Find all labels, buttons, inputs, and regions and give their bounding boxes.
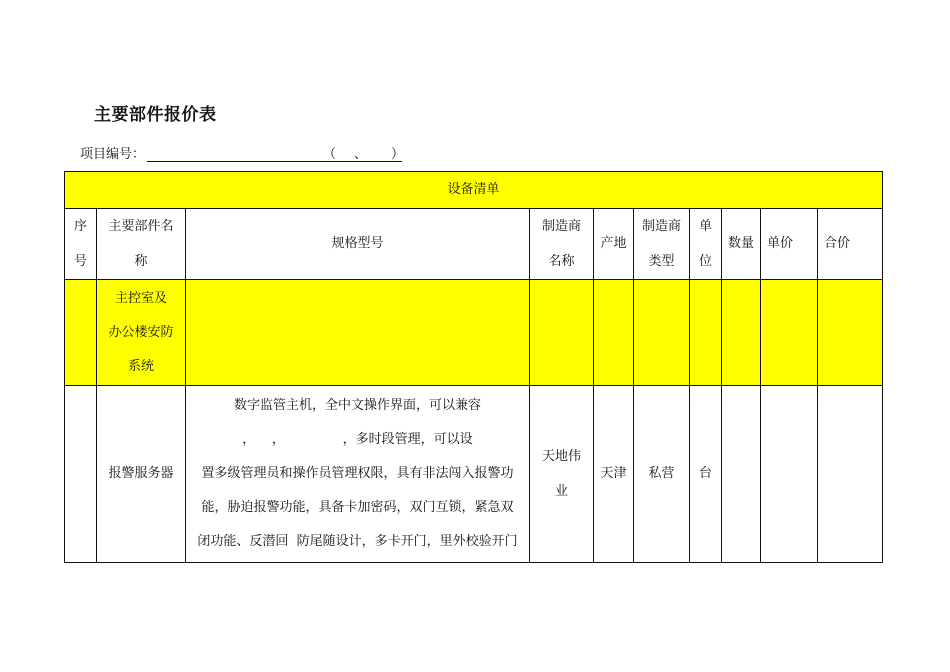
page-title: 主要部件报价表 [94,105,217,125]
item-quantity [722,386,761,563]
paren-close: ） [391,147,405,162]
header-quantity: 数量 [722,209,761,280]
separator: 、 [354,147,368,162]
item-unit-price [761,386,818,563]
header-row [65,209,883,280]
header-unit: 单 位 [690,209,722,280]
header-manufacturer-type: 制造商 类型 [634,209,690,280]
header-part-name: 主要部件名 称 [97,209,186,280]
header-manufacturer-name: 制造商 名称 [530,209,594,280]
header-seq: 序 号 [65,209,97,280]
system-seq [65,280,97,386]
item-unit: 台 [690,386,722,563]
system-unit-price [761,280,818,386]
table-row [65,386,883,563]
item-seq [65,386,97,563]
item-origin: 天津 [594,386,634,563]
system-total [818,280,883,386]
system-name: 主控室及 办公楼安防 系统 [97,280,186,386]
project-number-field[interactable] [147,143,405,162]
header-spec: 规格型号 [186,209,530,280]
header-total: 合价 [818,209,883,280]
header-origin: 产地 [594,209,634,280]
project-number-row [80,143,405,162]
system-row [65,280,883,386]
system-unit [690,280,722,386]
item-manufacturer-type: 私营 [634,386,690,563]
project-number-label: 项目编号： [80,147,146,162]
item-manufacturer-name: 天地伟 业 [530,386,594,563]
system-quantity [722,280,761,386]
paren-open: （ [323,147,337,162]
header-unit-price: 单价 [761,209,818,280]
system-origin [594,280,634,386]
item-total [818,386,883,563]
system-type [634,280,690,386]
quote-table [64,171,883,563]
section-title: 设备清单 [65,172,883,209]
system-spec [186,280,530,386]
item-part-name: 报警服务器 [97,386,186,563]
item-spec: 数字监管主机，全中文操作界面，可以兼容 ， ， ，多时段管理，可以设 置多级管理员和操作员管理权限，具有非法闯入报警功 能，胁迫报警功能，具备卡加密码，双门互锁，紧急双 闭功能、反潜回 防尾随设计，多卡开门，里外校验开门 [186,386,530,563]
system-manufacturer [530,280,594,386]
